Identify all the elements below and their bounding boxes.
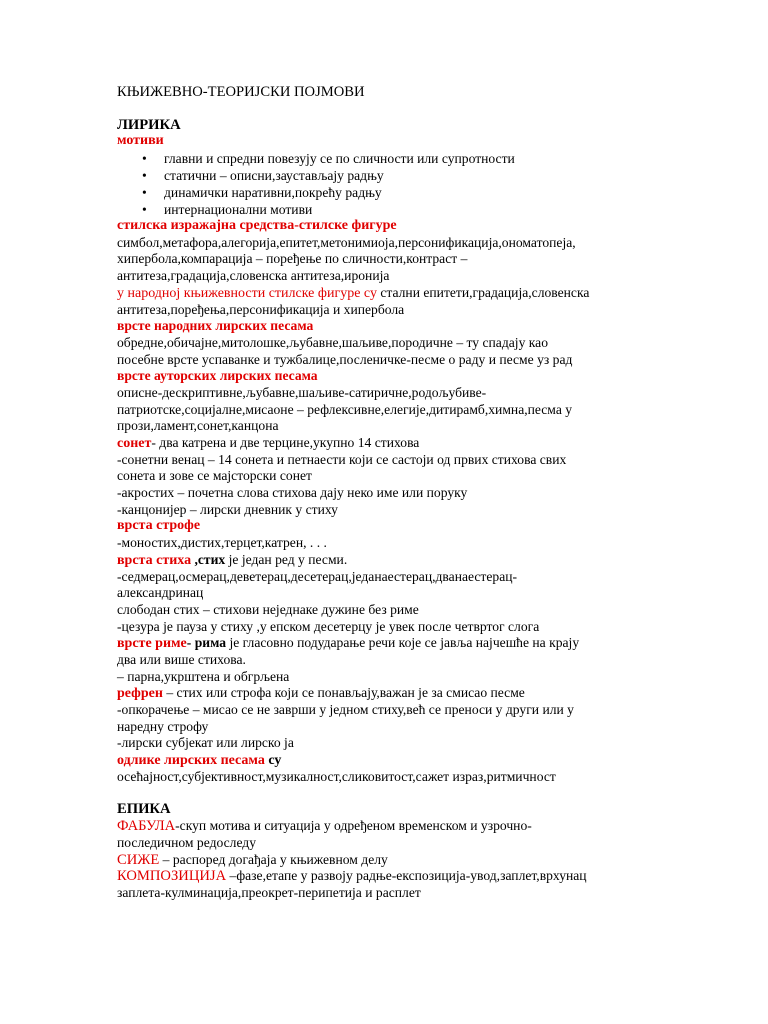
- refrain-line: -опкорачење – мисао се не заврши у једном стиху,већ се преноси у други или у: [117, 702, 574, 717]
- verse-line: слободан стих – стихови неједнаке дужине без риме: [117, 601, 419, 617]
- fabula-line: последичном редоследу: [117, 834, 257, 850]
- refrain-text: – стих или строфа који се понављају,важан је за смисао песме: [162, 685, 525, 701]
- refrain-label: рефрен: [117, 686, 163, 702]
- list-item: [117, 184, 647, 201]
- features-paragraph: [117, 752, 647, 769]
- sonnet-line: -сонетни венац – 14 сонета и петнаести који се састоји од првих стихова свих: [117, 451, 567, 467]
- plot-text: – распоред догађаја у књижевном делу: [159, 851, 388, 867]
- sonnet-label: сонет: [117, 436, 152, 451]
- refrain-paragraph: [117, 685, 647, 702]
- list-item: [117, 150, 647, 167]
- rhyme-label: врсте риме: [117, 636, 187, 652]
- bullet-icon: •: [142, 151, 147, 167]
- fabula-label: ФАБУЛА: [117, 818, 176, 835]
- verse-label: врста стиха: [117, 552, 192, 568]
- author-types-label: врсте ауторских лирских песама: [117, 368, 318, 384]
- author-types-line: патриотске,социјалне,мисаоне – рефлексивне,елегије,дитирамб,химна,песма у: [117, 401, 573, 417]
- sonnet-line: сонета и зове се мајсторски сонет: [117, 468, 312, 484]
- features-term: су: [264, 753, 282, 769]
- plot-paragraph: [117, 852, 647, 869]
- spacer: [117, 101, 647, 117]
- rhyme-line: два или више стихова.: [117, 651, 246, 667]
- list-item-text: главни и спредни повезују се по сличности или супротности: [164, 151, 515, 167]
- folk-figures-paragraph: [117, 285, 647, 302]
- sonnet-line: -акростих – почетна слова стихова дају неко име или поруку: [117, 485, 468, 501]
- folk-figures-line: антитеза,поређења,персонификација и хипербола: [117, 301, 405, 317]
- composition-label: КОМПОЗИЦИЈА: [117, 868, 227, 885]
- verse-text: је један ред у песми.: [225, 551, 348, 567]
- verse-term: ,стих: [191, 551, 226, 567]
- rhyme-text: је гласовно подударање речи које се јавља најчешће на крају: [226, 635, 580, 651]
- features-label: одлике лирских песама: [117, 753, 265, 769]
- list-item-text: динамички наративни,покрећу радњу: [164, 185, 382, 201]
- spacer: [117, 785, 647, 801]
- verse-line: -седмерац,осмерац,деветерац,десетерац,једанаестерац,дванаестерац-: [117, 568, 518, 584]
- composition-line: заплета-кулминација,преокрет-перипетија и расплет: [117, 884, 421, 900]
- bullet-icon: •: [142, 185, 147, 201]
- composition-text: –фазе,етапе у развоју радње-експозиција-увод,заплет,врхунац: [226, 868, 587, 884]
- author-types-line: описне-дескриптивне,љубавне,шаљиве-сатиричне,родољубиве-: [117, 384, 487, 400]
- plot-label: СИЖЕ: [117, 851, 160, 868]
- rhyme-paragraph: [117, 635, 647, 652]
- bullet-icon: •: [142, 202, 147, 218]
- author-types-line: прози,ламент,сонет,канцона: [117, 418, 279, 434]
- figures-line: хипербола,компарација – поређење по сличности,контраст –: [117, 251, 468, 267]
- refrain-line: -лирски субјекат или лирско ја: [117, 735, 294, 751]
- list-item: [117, 201, 647, 218]
- rhyme-term: - рима: [186, 635, 227, 651]
- composition-paragraph: [117, 868, 647, 885]
- refrain-line: наредну строфу: [117, 718, 209, 734]
- motives-list: [117, 150, 647, 218]
- fabula-paragraph: [117, 818, 647, 835]
- stanza-text: -моностих,дистих,терцет,катрен, . . .: [117, 535, 327, 551]
- verse-line: -цезура је пауза у стиху ,у епском десетерцу је увек после четвртог слога: [117, 618, 540, 634]
- fabula-text: -скуп мотива и ситуација у одређеном временском и узрочно-: [175, 818, 532, 834]
- figures-line: антитеза,градација,словенска антитеза,иронија: [117, 268, 390, 284]
- figures-line: симбол,метафора,алегорија,епитет,метонимиоја,персонификација,ономатопеја,: [117, 234, 576, 250]
- sonnet-text: - два катрена и две терцине,укупно 14 стихова: [151, 435, 420, 450]
- motives-label: мотиви: [117, 133, 164, 149]
- sonnet-line: -канцонијер – лирски дневник у стиху: [117, 501, 338, 517]
- folk-types-label: врсте народних лирских песама: [117, 318, 314, 334]
- folk-types-line: посебне врсте успаванке и тужбалице,посленичке-песме о раду и песме уз рад: [117, 351, 573, 367]
- document-body: [117, 84, 647, 902]
- rhyme-line: – парна,укрштена и обгрљена: [117, 668, 290, 684]
- folk-figures-label: у народној књижевности стилске фигуре су: [117, 285, 377, 301]
- verse-line: александринац: [117, 585, 204, 601]
- folk-figures-text: стални епитети,градација,словенска: [376, 284, 590, 300]
- verse-paragraph: [117, 552, 647, 569]
- section-heading-epic: ЕПИКА: [117, 801, 171, 818]
- features-text: осећајност,субјективност,музикалност,сликовитост,сажет израз,ритмичност: [117, 768, 556, 784]
- bullet-icon: •: [142, 168, 147, 184]
- list-item-text: интернационални мотиви: [164, 202, 313, 218]
- sonnet-paragraph: [117, 435, 647, 452]
- page-title: КЊИЖЕВНО-ТЕОРИЈСКИ ПОЈМОВИ: [117, 84, 365, 100]
- stanza-label: врста строфе: [117, 518, 201, 534]
- section-heading-lyric: ЛИРИКА: [117, 116, 181, 133]
- list-item-text: статични – описни,заустављају радњу: [164, 168, 384, 184]
- figures-label: стилска изражајна средства-стилске фигуре: [117, 218, 397, 234]
- folk-types-line: обредне,обичајне,митолошке,љубавне,шаљиве,породичне – ту спадају као: [117, 334, 548, 350]
- list-item: [117, 167, 647, 184]
